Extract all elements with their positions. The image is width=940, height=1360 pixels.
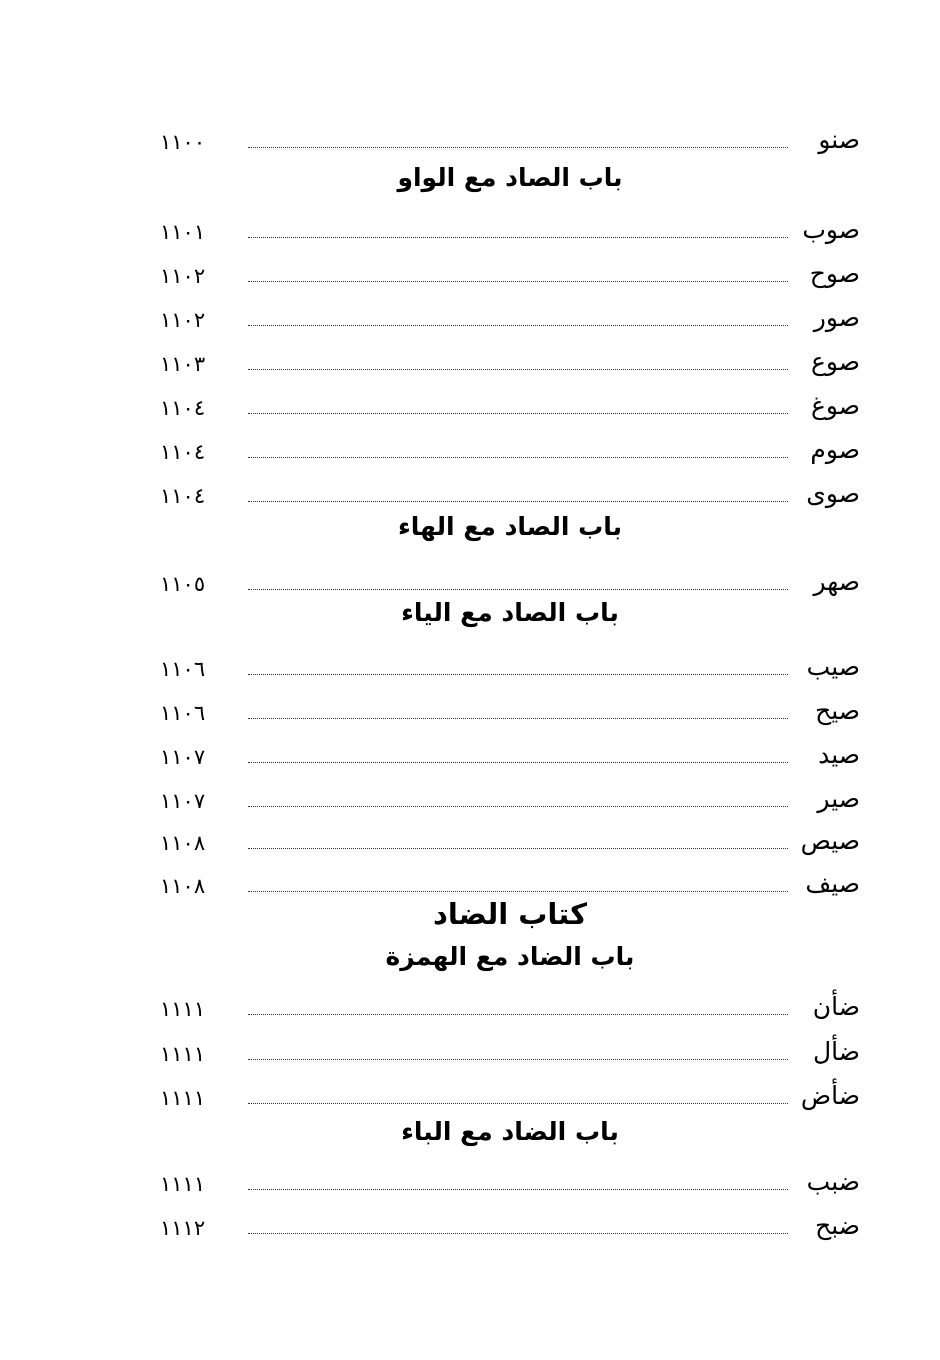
index-entry bbox=[160, 118, 860, 154]
book-title: كتاب الضاد bbox=[432, 897, 587, 931]
dot-leader bbox=[248, 848, 788, 849]
entry-word: صنو bbox=[818, 125, 860, 154]
index-entry bbox=[160, 985, 860, 1021]
entry-page-number: ١١٠٠ bbox=[160, 130, 206, 154]
index-entry bbox=[160, 560, 860, 596]
entry-page-number: ١١٠٧ bbox=[160, 789, 206, 813]
chapter-heading: باب الصاد مع الياء bbox=[401, 598, 619, 627]
dot-leader bbox=[248, 501, 788, 502]
entry-word: صير bbox=[817, 784, 860, 813]
entry-page-number: ١١٠٧ bbox=[160, 745, 206, 769]
entry-word: ضبح bbox=[815, 1211, 860, 1240]
entry-page-number: ١١٠٤ bbox=[160, 396, 206, 420]
index-entry bbox=[160, 1204, 860, 1240]
index-entry bbox=[160, 689, 860, 725]
dot-leader bbox=[248, 1059, 788, 1060]
entry-page-number: ١١٠٤ bbox=[160, 440, 206, 464]
entry-word: صور bbox=[813, 303, 860, 332]
entry-word: صيح bbox=[815, 696, 860, 725]
chapter-heading: باب الصاد مع الهاء bbox=[398, 512, 622, 541]
entry-word: صيف bbox=[805, 869, 860, 898]
index-entry bbox=[160, 777, 860, 813]
index-entry bbox=[160, 645, 860, 681]
entry-page-number: ١١٠١ bbox=[160, 220, 206, 244]
entry-page-number: ١١١١ bbox=[160, 997, 206, 1021]
entry-word: ضأل bbox=[812, 1037, 860, 1066]
index-entry bbox=[160, 819, 860, 855]
dot-leader bbox=[248, 457, 788, 458]
entry-word: صوب bbox=[802, 215, 860, 244]
dot-leader bbox=[248, 237, 788, 238]
entry-page-number: ١١١١ bbox=[160, 1086, 206, 1110]
entry-word: صيص bbox=[800, 826, 860, 855]
index-entry bbox=[160, 1160, 860, 1196]
index-entry bbox=[160, 296, 860, 332]
dot-leader bbox=[248, 281, 788, 282]
chapter-heading: باب الصاد مع الواو bbox=[397, 163, 623, 192]
entry-word: صوغ bbox=[810, 391, 860, 420]
entry-page-number: ١١١١ bbox=[160, 1172, 206, 1196]
entry-page-number: ١١٠٤ bbox=[160, 484, 206, 508]
dot-leader bbox=[248, 718, 788, 719]
entry-page-number: ١١٠٣ bbox=[160, 352, 206, 376]
index-entry bbox=[160, 208, 860, 244]
entry-page-number: ١١٠٢ bbox=[160, 308, 206, 332]
index-entry bbox=[160, 252, 860, 288]
dot-leader bbox=[248, 1189, 788, 1190]
dot-leader bbox=[248, 325, 788, 326]
dot-leader bbox=[248, 806, 788, 807]
entry-word: ضأن bbox=[812, 992, 860, 1021]
entry-word: صيد bbox=[818, 740, 860, 769]
entry-word: ضأض bbox=[800, 1081, 860, 1110]
entry-page-number: ١١٠٥ bbox=[160, 572, 206, 596]
entry-word: صوم bbox=[810, 435, 860, 464]
index-entry bbox=[160, 384, 860, 420]
entry-page-number: ١١١٢ bbox=[160, 1216, 206, 1240]
index-entry bbox=[160, 1030, 860, 1066]
entry-word: صوع bbox=[810, 347, 860, 376]
index-entry bbox=[160, 428, 860, 464]
entry-page-number: ١١٠٨ bbox=[160, 874, 206, 898]
entry-word: صيب bbox=[806, 652, 860, 681]
dot-leader bbox=[248, 413, 788, 414]
entry-page-number: ١١١١ bbox=[160, 1042, 206, 1066]
dot-leader bbox=[248, 589, 788, 590]
entry-word: صوى bbox=[806, 479, 860, 508]
dot-leader bbox=[248, 1103, 788, 1104]
chapter-heading: باب الضاد مع الباء bbox=[401, 1117, 619, 1146]
entry-word: ضبب bbox=[806, 1167, 860, 1196]
dot-leader bbox=[248, 674, 788, 675]
entry-page-number: ١١٠٢ bbox=[160, 264, 206, 288]
dot-leader bbox=[248, 369, 788, 370]
chapter-heading: باب الضاد مع الهمزة bbox=[385, 942, 635, 971]
index-entry bbox=[160, 1074, 860, 1110]
dot-leader bbox=[248, 147, 788, 148]
index-entry bbox=[160, 472, 860, 508]
dot-leader bbox=[248, 891, 788, 892]
entry-word: صهر bbox=[813, 567, 860, 596]
dot-leader bbox=[248, 762, 788, 763]
entry-page-number: ١١٠٦ bbox=[160, 701, 206, 725]
index-entry bbox=[160, 862, 860, 898]
dot-leader bbox=[248, 1233, 788, 1234]
entry-page-number: ١١٠٨ bbox=[160, 831, 206, 855]
entry-page-number: ١١٠٦ bbox=[160, 657, 206, 681]
index-entry bbox=[160, 733, 860, 769]
entry-word: صوح bbox=[809, 259, 860, 288]
index-entry bbox=[160, 340, 860, 376]
dot-leader bbox=[248, 1014, 788, 1015]
